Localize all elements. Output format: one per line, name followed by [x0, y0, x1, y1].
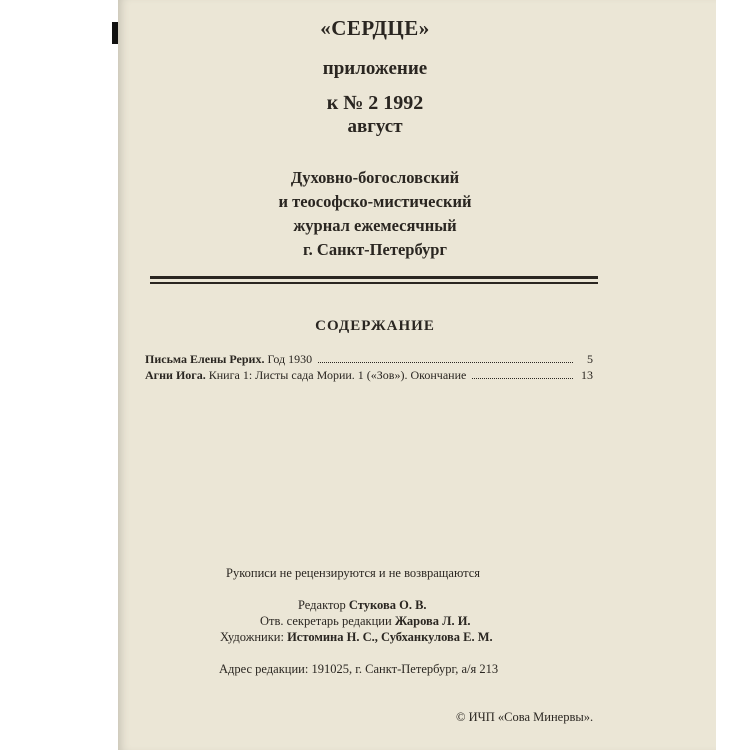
description-line-4: г. Санкт-Петербург [303, 240, 447, 259]
editor-line [298, 598, 427, 613]
issue-month: август [347, 116, 403, 137]
contents-item [145, 368, 593, 383]
leader-dots [318, 362, 573, 363]
contents-item-author: Агни Иога. [145, 368, 206, 382]
divider-thin [150, 282, 598, 284]
copyright-notice: © ИЧП «Сова Минервы». [456, 710, 594, 724]
editorial-address: Адрес редакции: 191025, г. Санкт-Петербург, а/я 213 [219, 662, 499, 676]
artists-names: Истомина Н. С., Субханкулова Е. М. [287, 630, 493, 644]
editor-name: Стукова О. В. [348, 598, 427, 612]
artists-label: Художники: [220, 630, 284, 644]
secretary-line [260, 614, 471, 629]
description-line-3: журнал ежемесячный [293, 216, 457, 235]
description-line-2: и теософско-мистический [278, 192, 472, 211]
journal-title: «СЕРДЦЕ» [320, 16, 430, 40]
artists-line [220, 630, 493, 645]
contents-item [145, 352, 593, 367]
description-line-1: Духовно-богословский [290, 168, 460, 187]
manuscripts-notice: Рукописи не рецензируются и не возвращаются [226, 566, 481, 580]
secretary-label: Отв. секретарь редакции [260, 614, 392, 628]
divider-thick [150, 276, 598, 279]
secretary-name: Жарова Л. И. [394, 614, 471, 628]
editor-label: Редактор [298, 598, 346, 612]
supplement-label: приложение [322, 58, 428, 79]
contents-heading: СОДЕРЖАНИЕ [315, 318, 435, 334]
contents-item-title: Год 1930 [267, 352, 313, 366]
contents-item-title: Книга 1: Листы сада Мории. 1 («Зов»). Окончание [208, 368, 467, 382]
contents-item-page: 13 [581, 368, 593, 382]
contents-item-page: 5 [587, 352, 593, 366]
issue-number: к № 2 1992 [326, 92, 424, 114]
contents-item-author: Письма Елены Рерих. [145, 352, 265, 366]
leader-dots [472, 378, 573, 379]
